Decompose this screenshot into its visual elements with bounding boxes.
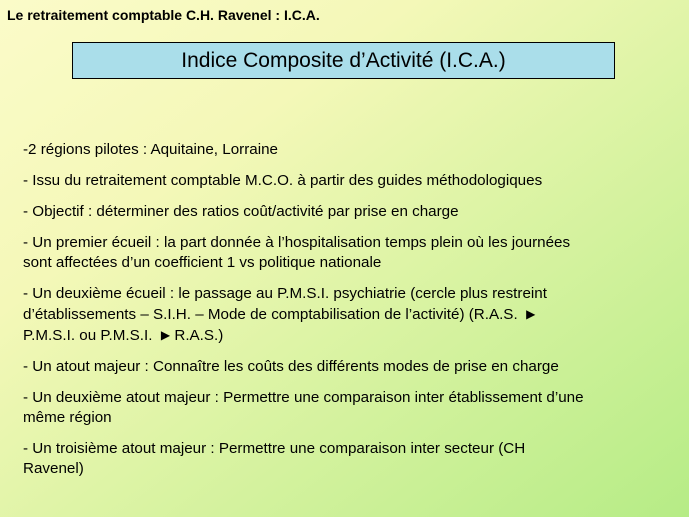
bullet-item [23, 171, 673, 191]
slide-title-box [72, 42, 615, 79]
bullet-text: - Un premier écueil : la part donnée à l’hospitalisation temps plein où les journées [23, 234, 571, 251]
bullet-text: sont affectées d’un coefficient 1 vs politique nationale [23, 254, 382, 271]
slide-title: Indice Composite d’Activité (I.C.A.) [181, 48, 506, 72]
bullet-text: - Un deuxième atout majeur : Permettre une comparaison inter établissement d’une [23, 389, 584, 406]
bullet-item [23, 202, 673, 222]
bullet-item [23, 388, 673, 428]
bullet-text-with-arrow [23, 325, 673, 346]
bullet-text: d’établissements – S.I.H. – Mode de comptabilisation de l’activité) (R.A.S. [23, 306, 518, 323]
bullet-text: même région [23, 409, 112, 426]
bullet-item [23, 439, 673, 479]
bullet-text: P.M.S.I. ou P.M.S.I. [23, 327, 153, 344]
bullet-list [23, 140, 673, 490]
bullet-text: R.A.S.) [174, 327, 224, 344]
triangle-right-icon: ▶ [160, 328, 171, 342]
bullet-item [23, 357, 673, 377]
bullet-text: - Issu du retraitement comptable M.C.O. à partir des guides méthodologiques [23, 172, 543, 189]
bullet-text: - Objectif : déterminer des ratios coût/activité par prise en charge [23, 203, 459, 220]
bullet-text: Ravenel) [23, 460, 84, 477]
bullet-text: - Un deuxième écueil : le passage au P.M.S.I. psychiatrie (cercle plus restreint [23, 285, 547, 302]
slide-header: Le retraitement comptable C.H. Ravenel : I.C.A. [7, 7, 320, 23]
triangle-right-icon: ▶ [526, 307, 536, 321]
bullet-text-with-arrow [23, 304, 673, 325]
bullet-text: -2 régions pilotes : Aquitaine, Lorraine [23, 141, 278, 158]
bullet-text: - Un troisième atout majeur : Permettre une comparaison inter secteur (CH [23, 440, 526, 457]
bullet-item [23, 140, 673, 160]
bullet-text: - Un atout majeur : Connaître les coûts des différents modes de prise en charge [23, 358, 559, 375]
bullet-item [23, 284, 673, 346]
bullet-item [23, 233, 673, 273]
